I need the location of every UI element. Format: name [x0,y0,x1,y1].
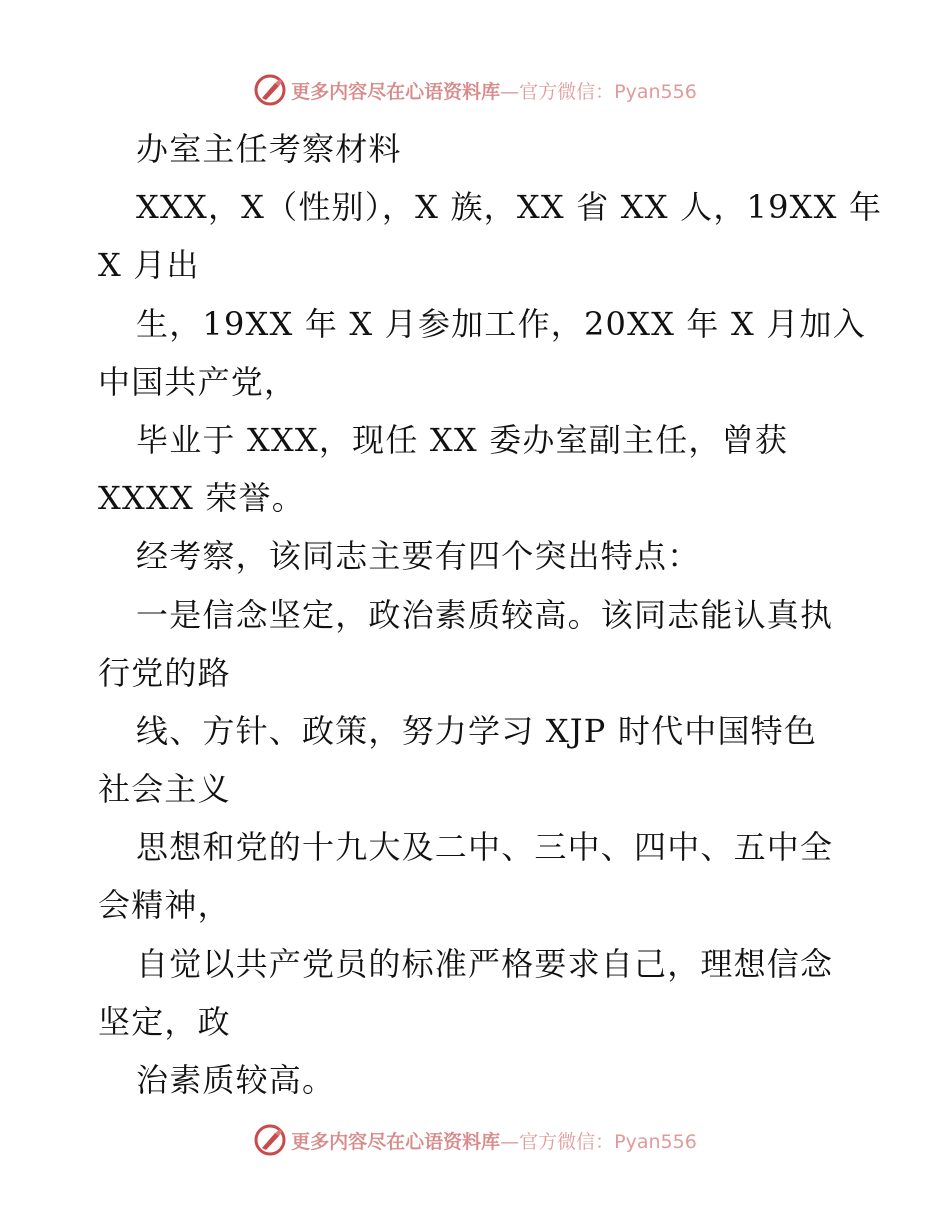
header-watermark [0,70,950,110]
watermark-right-text: —官方微信：Pyan556 [500,80,697,103]
watermark-left-text: 更多内容尽在心语资料库 [291,80,501,103]
watermark-left-text: 更多内容尽在心语资料库 [291,1130,501,1153]
watermark-right-text: —官方微信：Pyan556 [500,1130,697,1153]
document-line: 会精神， [98,886,231,925]
document-line: 生，19XX 年 X 月参加工作，20XX 年 X 月加入 [136,304,866,343]
document-line: 思想和党的十九大及二中、三中、四中、五中全 [136,828,834,867]
document-line: 社会主义 [98,770,231,809]
document-line: 自觉以共产党员的标准严格要求自己，理想信念 [136,944,834,983]
document-body [98,120,883,1109]
document-line: 毕业于 XXX，现任 XX 委办室副主任，曾获 [136,420,789,459]
document-line: 一是信念坚定，政治素质较高。该同志能认真执 [136,595,834,634]
document-line: 经考察，该同志主要有四个突出特点： [136,537,701,576]
document-line: 行党的路 [98,653,231,692]
document-line: 办室主任考察材料 [136,130,402,168]
footer-watermark [0,1120,950,1160]
document-line: 坚定，政 [98,1002,231,1041]
document-line: XXX，X（性别），X 族，XX 省 XX 人，19XX 年 [136,188,883,227]
pen-logo-icon [253,1123,287,1157]
document-line: 治素质较高。 [136,1061,336,1099]
pen-logo-icon [253,73,287,107]
document-line: 中国共产党， [98,362,298,401]
document-line: 线、方针、政策，努力学习 XJP 时代中国特色 [136,711,818,750]
document-line: X 月出 [98,246,200,285]
document-line: XXXX 荣誉。 [98,479,305,518]
